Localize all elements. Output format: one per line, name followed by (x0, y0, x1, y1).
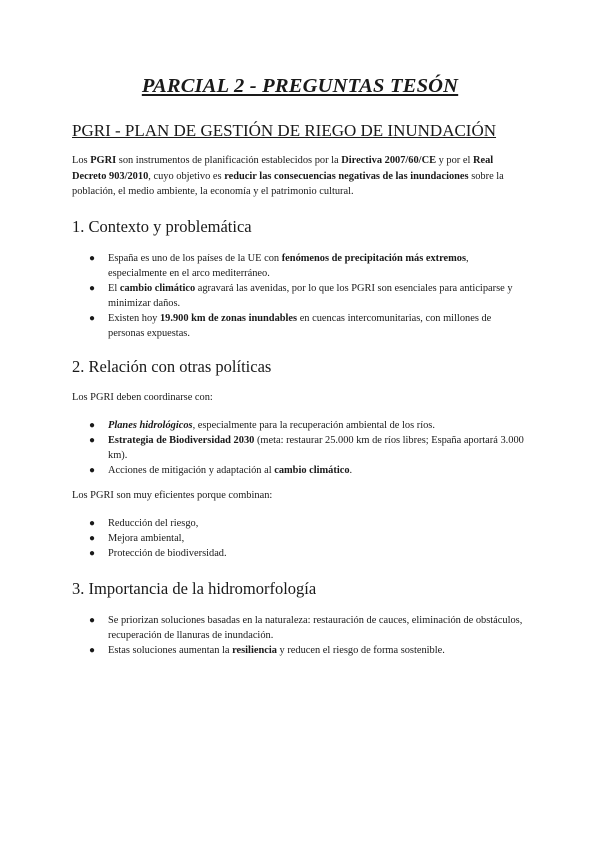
bullet-icon: ● (89, 420, 96, 431)
section-2-list (72, 418, 528, 478)
bold-planes-hidrologicos: Planes hidrológicos (108, 420, 193, 431)
list-item: ● Acciones de mitigación y adaptación al cambio climático. (89, 465, 353, 476)
bullet-icon: ● (89, 313, 96, 324)
section-1-heading: 1. Contexto y problemática (72, 217, 252, 236)
document-title: PARCIAL 2 - PREGUNTAS TESÓN (141, 75, 459, 97)
list-item: ● España es uno de los países de la UE con fenómenos de precipitación más extremos, especialmente en el arco mediterráneo. (89, 253, 469, 279)
list-item: ● Reducción del riesgo, (89, 518, 199, 529)
section-3-heading: 3. Importancia de la hidromorfología (72, 579, 317, 598)
list-item: ● Mejora ambiental, (89, 533, 185, 544)
bullet-icon: ● (89, 253, 96, 264)
intro-text-1: Los (72, 155, 91, 166)
intro-bold-real-decreto: Real Decreto 903/2010 (72, 155, 494, 182)
bold-cambio-climatico: cambio climático (119, 283, 196, 294)
list-item: ● Estrategia de Biodiversidad 2030 (meta: restaurar 25.000 km de ríos libres; España aportará 3.000 km). (89, 435, 524, 461)
section-2-lead: Los PGRI deben coordinarse con: (72, 392, 213, 403)
bullet-icon: ● (89, 518, 96, 529)
section-2-heading: 2. Relación con otras políticas (72, 357, 272, 376)
intro-text-4: , cuyo objetivo es (148, 170, 225, 182)
list-item: ● Se priorizan soluciones basadas en la naturaleza: restauración de cauces, eliminación de obstáculos, recuperación de llanuras de inundación. (89, 615, 523, 641)
intro-text-5: sobre la población, el medio ambiente, la economía y el patrimonio cultural. (72, 170, 504, 197)
intro-bold-pgri: PGRI (90, 155, 117, 166)
section-3-list (72, 613, 528, 658)
bold-estrategia-biodiversidad: Estrategia de Biodiversidad 2030 (108, 435, 255, 446)
bullet-icon: ● (89, 283, 96, 294)
bold-precipitacion: fenómenos de precipitación más extremos (281, 253, 467, 264)
intro-bold-directiva: Directiva 2007/60/CE (341, 155, 437, 166)
bullet-icon: ● (89, 435, 96, 446)
intro-text-2: son instrumentos de planificación establecidos por la (116, 155, 342, 166)
list-item: ● Protección de biodiversidad. (89, 548, 227, 559)
list-item: ● Existen hoy 19.900 km de zonas inundables en cuencas intercomunitarias, con millones de personas expuestas. (89, 313, 492, 339)
intro-text-3: y por el (436, 155, 473, 166)
section-2-lead-2: Los PGRI son muy eficientes porque combinan: (72, 490, 273, 501)
bullet-icon: ● (89, 548, 96, 559)
intro-bold-objetivo: reducir las consecuencias negativas de las inundaciones (224, 170, 469, 182)
bullet-icon: ● (89, 645, 96, 656)
list-item: ● El cambio climático agravará las avenidas, por lo que los PGRI son esenciales para anticiparse y minimizar daños. (89, 283, 513, 309)
section-1-list (72, 251, 528, 341)
bullet-icon: ● (89, 465, 96, 476)
bullet-icon: ● (89, 533, 96, 544)
bullet-icon: ● (89, 615, 96, 626)
document-subtitle: PGRI - PLAN DE GESTIÓN DE RIEGO DE INUNDACIÓN (72, 121, 497, 140)
list-item: ● Planes hidrológicos, especialmente para la recuperación ambiental de los ríos. (89, 420, 435, 431)
list-item: ● Estas soluciones aumentan la resiliencia y reducen el riesgo de forma sostenible. (89, 645, 445, 656)
bold-cambio-climatico-2: cambio climático (274, 465, 350, 476)
section-2-list-2 (72, 516, 528, 561)
bold-resiliencia: resiliencia (232, 645, 277, 656)
bold-zonas-inundables: 19.900 km de zonas inundables (159, 313, 298, 324)
intro-paragraph (72, 153, 528, 200)
